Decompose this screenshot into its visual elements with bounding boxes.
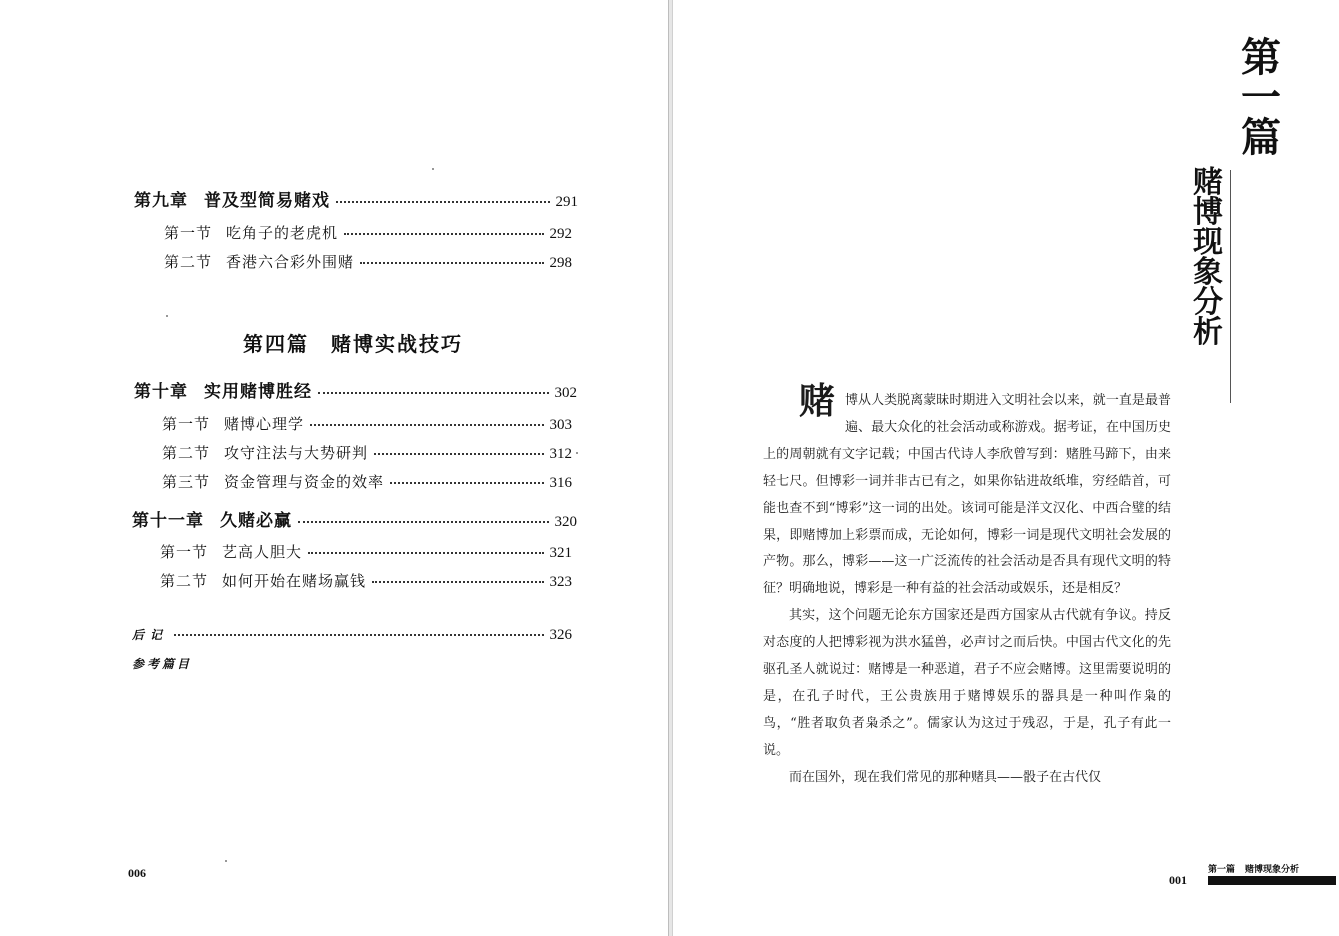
section-number: 第一节 [160,543,209,561]
chapter-title: 普及型简易赌戏 [204,191,330,211]
title-glyph: 分 [1193,285,1223,320]
title-glyph: 析 [1193,315,1223,350]
paragraph: 博从人类脱离蒙昧时期进入文明社会以来，就一直是最普遍、最大众化的社会活动或称游戏。据考证，在中国历史上的周朝就有文字记载；中国古代诗人李欣曾写到：赌胜马蹄下，由来轻七尺。但博彩一词并非古已有之，如果你钻进故纸堆，穷经皓首，可能也查不到“博彩”这一词的出处。该词可能是洋文汉化、中西合璧的结果，即赌博加上彩票而成，无论如何，博彩一词是现代文明社会发展的产物。那么，博彩——这一广泛流传的社会活动是否具有现代文明的特征？明确地说，博彩是一种有益的社会活动或娱乐，还是相反？ [763,393,1171,597]
title-glyph: 第 [1241,35,1281,81]
part-name-vertical [1193,165,1223,350]
dot-leader [372,581,543,583]
running-head-part: 第一篇 [1208,865,1236,875]
title-glyph: 象 [1193,255,1223,290]
scan-speck [225,860,227,862]
dot-leader [344,233,543,235]
page-number: 302 [554,385,577,401]
chapter-title: 实用赌博胜经 [204,382,312,402]
dot-leader [318,392,549,394]
section-title: 攻守注法与大势研判 [224,444,369,462]
title-glyph: 一 [1241,75,1281,121]
dot-leader [174,634,543,636]
section-number: 第三节 [162,473,211,491]
section-title: 资金管理与资金的效率 [224,473,385,491]
dot-leader [308,552,543,554]
part-title: 赌博实战技巧 [331,332,463,356]
toc-section[interactable] [162,471,572,492]
toc-references[interactable]: 参考篇目 [132,657,193,671]
toc-afterword[interactable] [132,626,572,644]
toc-chapter-11[interactable] [132,506,577,531]
title-glyph: 篇 [1241,115,1281,161]
part-title-vertical [1241,35,1281,161]
toc-section[interactable] [160,541,572,562]
drop-cap: 赌 [799,381,836,422]
chapter-number: 第十章 [134,382,188,402]
toc-chapter-9[interactable] [134,186,578,211]
scan-speck [576,452,578,454]
part-4-heading [243,328,463,357]
scan-speck [166,315,168,317]
body-text [763,381,1171,792]
page-number: 321 [549,545,572,561]
chapter-title: 久赌必赢 [220,511,292,531]
page-number: 303 [549,417,572,433]
dot-leader [310,424,543,426]
dot-leader [390,482,543,484]
dot-leader [298,521,549,523]
toc-section[interactable] [162,413,572,434]
dot-leader [360,262,543,264]
page-folio: 001 [1169,873,1187,887]
title-glyph: 现 [1193,225,1223,260]
title-glyph: 赌 [1193,165,1223,200]
title-glyph: 博 [1193,195,1223,230]
toc-chapter-10[interactable] [134,377,577,402]
page-number: 316 [549,475,572,491]
page-number: 291 [555,194,578,210]
chapter-number: 第十一章 [132,511,204,531]
page-number: 292 [549,226,572,242]
page-number: 312 [549,446,572,462]
section-title: 香港六合彩外围赌 [226,253,355,271]
section-title: 艺高人胆大 [222,543,303,561]
section-title: 如何开始在赌场赢钱 [222,572,367,590]
scan-speck [432,168,434,170]
page-folio: 006 [128,866,146,880]
part-number: 第四篇 [243,332,309,356]
toc-section[interactable] [164,251,572,272]
section-number: 第一节 [164,224,213,242]
toc-section[interactable] [162,442,572,463]
afterword-label: 后记 [132,628,169,642]
section-number: 第二节 [160,572,209,590]
running-head [1208,862,1299,875]
chapter-number: 第九章 [134,191,188,211]
dot-leader [336,201,550,203]
right-page-text [673,0,1339,936]
page-number: 320 [554,514,577,530]
running-head-title: 赌博现象分析 [1245,865,1300,875]
section-number: 第二节 [162,444,211,462]
toc-section[interactable] [160,570,572,591]
left-page-toc [0,0,668,936]
dot-leader [374,453,543,455]
paragraph: 其实，这个问题无论东方国家还是西方国家从古代就有争议。持反对态度的人把博彩视为洪水猛兽，必声讨之而后快。中国古代文化的先驱孔圣人就说过：赌博是一种恶道，君子不应会赌博。这里需要说明的是，在孔子时代，王公贵族用于赌博娱乐的器具是一种叫作枭的鸟，“胜者取负者枭杀之”。儒家认为这过于残忍，于是，孔子有此一说。 [763,608,1171,758]
toc-section[interactable] [164,222,572,243]
section-number: 第二节 [164,253,213,271]
page-number: 326 [549,627,572,643]
section-title: 吃角子的老虎机 [226,224,339,242]
footer-bar [1208,876,1336,885]
page-number: 323 [549,574,572,590]
paragraph: 而在国外，现在我们常见的那种赌具——骰子在古代仅 [789,769,1102,785]
title-rule [1230,170,1231,403]
section-number: 第一节 [162,415,211,433]
section-title: 赌博心理学 [224,415,305,433]
page-number: 298 [549,255,572,271]
